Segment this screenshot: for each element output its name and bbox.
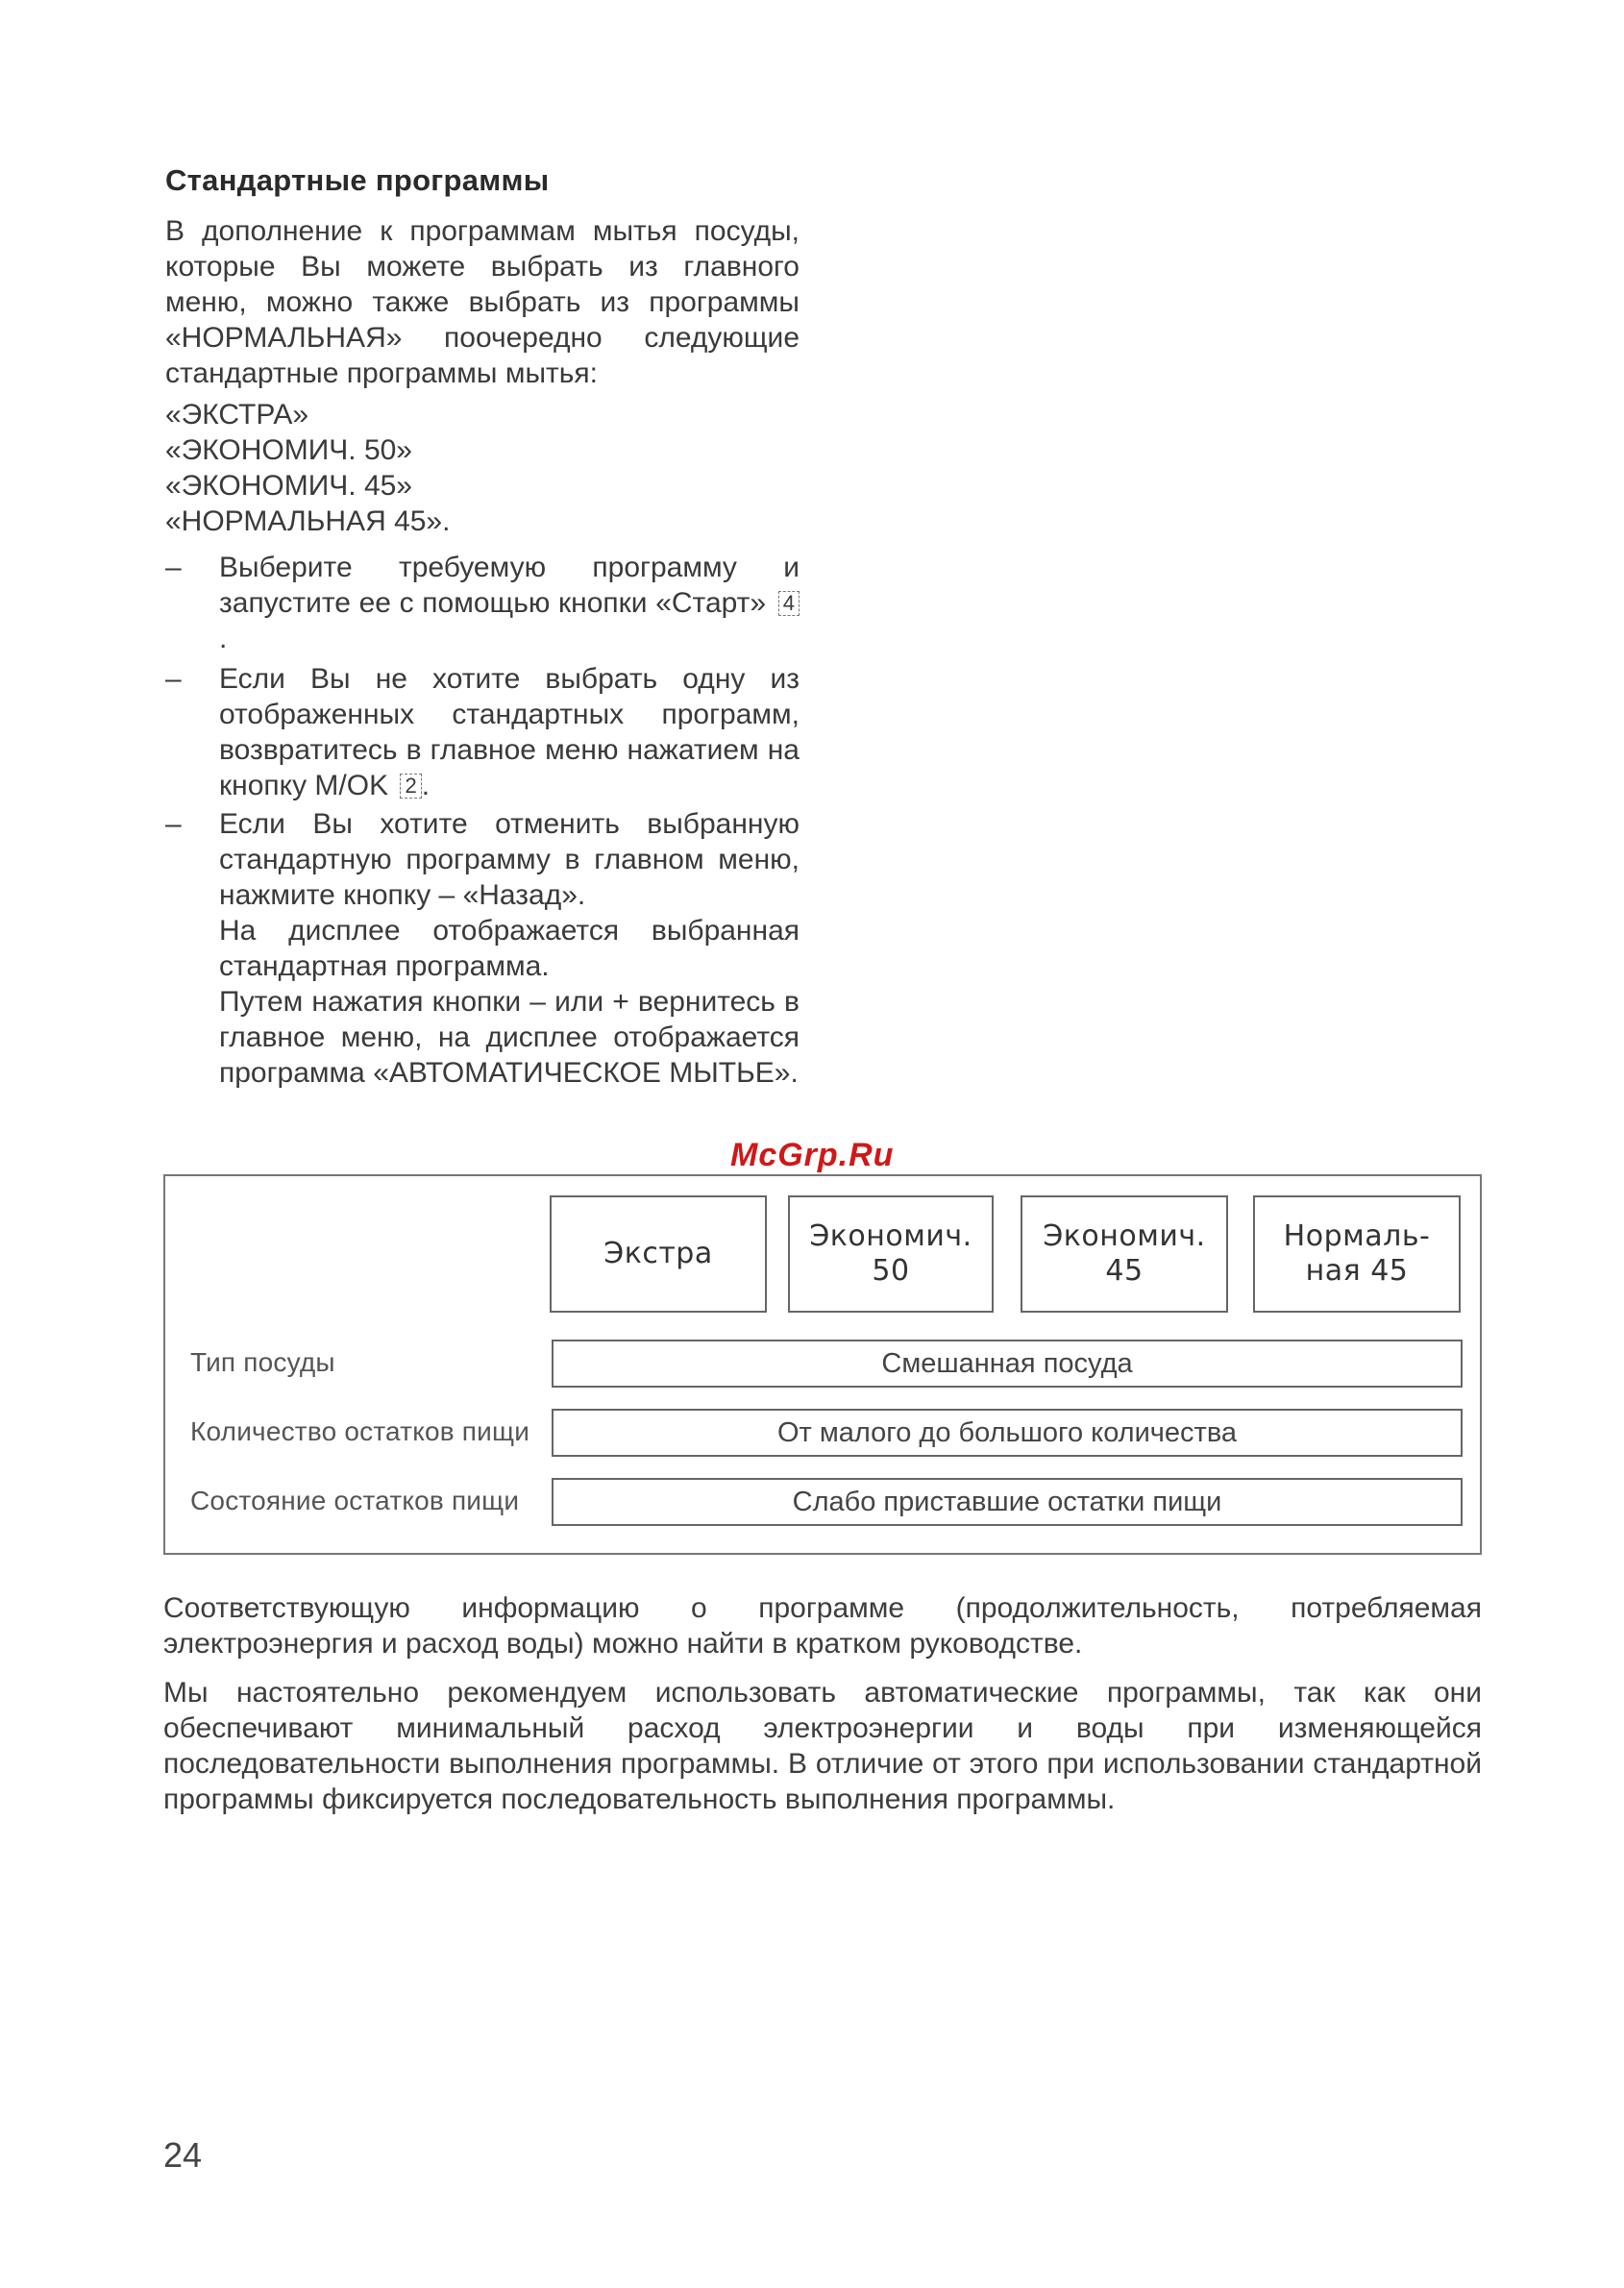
list-dash: – xyxy=(165,663,182,695)
section-title: Стандартные программы xyxy=(165,163,550,197)
page-number: 24 xyxy=(163,2135,203,2175)
instruction-item xyxy=(165,550,800,656)
instruction-item xyxy=(165,661,800,803)
row-value-dish-type: Смешанная посуда xyxy=(552,1340,1463,1388)
row-label-food-state: Состояние остатков пищи xyxy=(190,1486,520,1515)
recommendation-paragraph: Мы настоятельно рекомендуем использовать автоматические программы, так как они обеспечивают минимальный расход электроэнергии и воды при изменяющейся последовательности выполнения программы. В отличие от этого при использовании стандартной программы фиксируется последовательность выполнения программы. xyxy=(163,1677,1482,1815)
row-label-dish-type: Тип посуды xyxy=(190,1347,335,1377)
watermark: McGrp.Ru xyxy=(730,1137,895,1173)
program-box-normal-45: Нормаль- ная 45 xyxy=(1253,1195,1461,1313)
program-name-normal-45: «НОРМАЛЬНАЯ 45». xyxy=(165,505,451,537)
program-box-eco-50: Экономич. 50 xyxy=(788,1195,994,1313)
row-label-food-amount: Количество остатков пищи xyxy=(190,1416,530,1446)
instruction-text: Выберите требуемую программу и запустите ее с помощью кнопки «Старт» 4. xyxy=(219,552,800,654)
info-paragraph: Соответствующую информацию о программе (продолжительность, потребляемая электроэнергия и расход воды) можно найти в кратком руководстве. xyxy=(163,1592,1482,1660)
program-name-eco-50: «ЭКОНОМИЧ. 50» xyxy=(165,434,412,466)
start-key-marker: 4 xyxy=(778,591,800,616)
program-box-eco-45: Экономич. 45 xyxy=(1021,1195,1228,1313)
program-box-extra: Экстра xyxy=(550,1195,767,1313)
instruction-text: Если Вы не хотите выбрать одну из отображенных стандартных программ, возвратитесь в главное меню нажатием на кнопку М/OK 2 . xyxy=(219,663,800,801)
program-diagram xyxy=(163,1174,1482,1555)
intro-paragraph: В дополнение к программам мытья посуды, которые Вы можете выбрать из главного меню, можно также выбрать из программы «НОРМАЛЬНАЯ» поочередно следующие стандартные программы мытья: xyxy=(165,215,800,389)
row-value-food-amount: От малого до большого количества xyxy=(552,1409,1463,1457)
instruction-item xyxy=(165,806,800,1091)
list-dash: – xyxy=(165,552,182,583)
ok-key-marker: 2 xyxy=(400,774,421,799)
program-name-extra: «ЭКСТРА» xyxy=(165,399,309,431)
program-name-eco-45: «ЭКОНОМИЧ. 45» xyxy=(165,470,412,502)
row-value-food-state: Слабо приставшие остатки пищи xyxy=(552,1478,1463,1526)
list-dash: – xyxy=(165,808,182,840)
instruction-text: Если Вы хотите отменить выбранную стандартную программу в главном меню, нажмите кнопку – «Назад». На дисплее отображается выбранная стандартная программа. Путем нажатия кнопки – или + вернитесь в главное меню, на дисплее отображается программа «АВТОМАТИЧЕСКОЕ МЫТЬЕ». xyxy=(219,808,800,1089)
